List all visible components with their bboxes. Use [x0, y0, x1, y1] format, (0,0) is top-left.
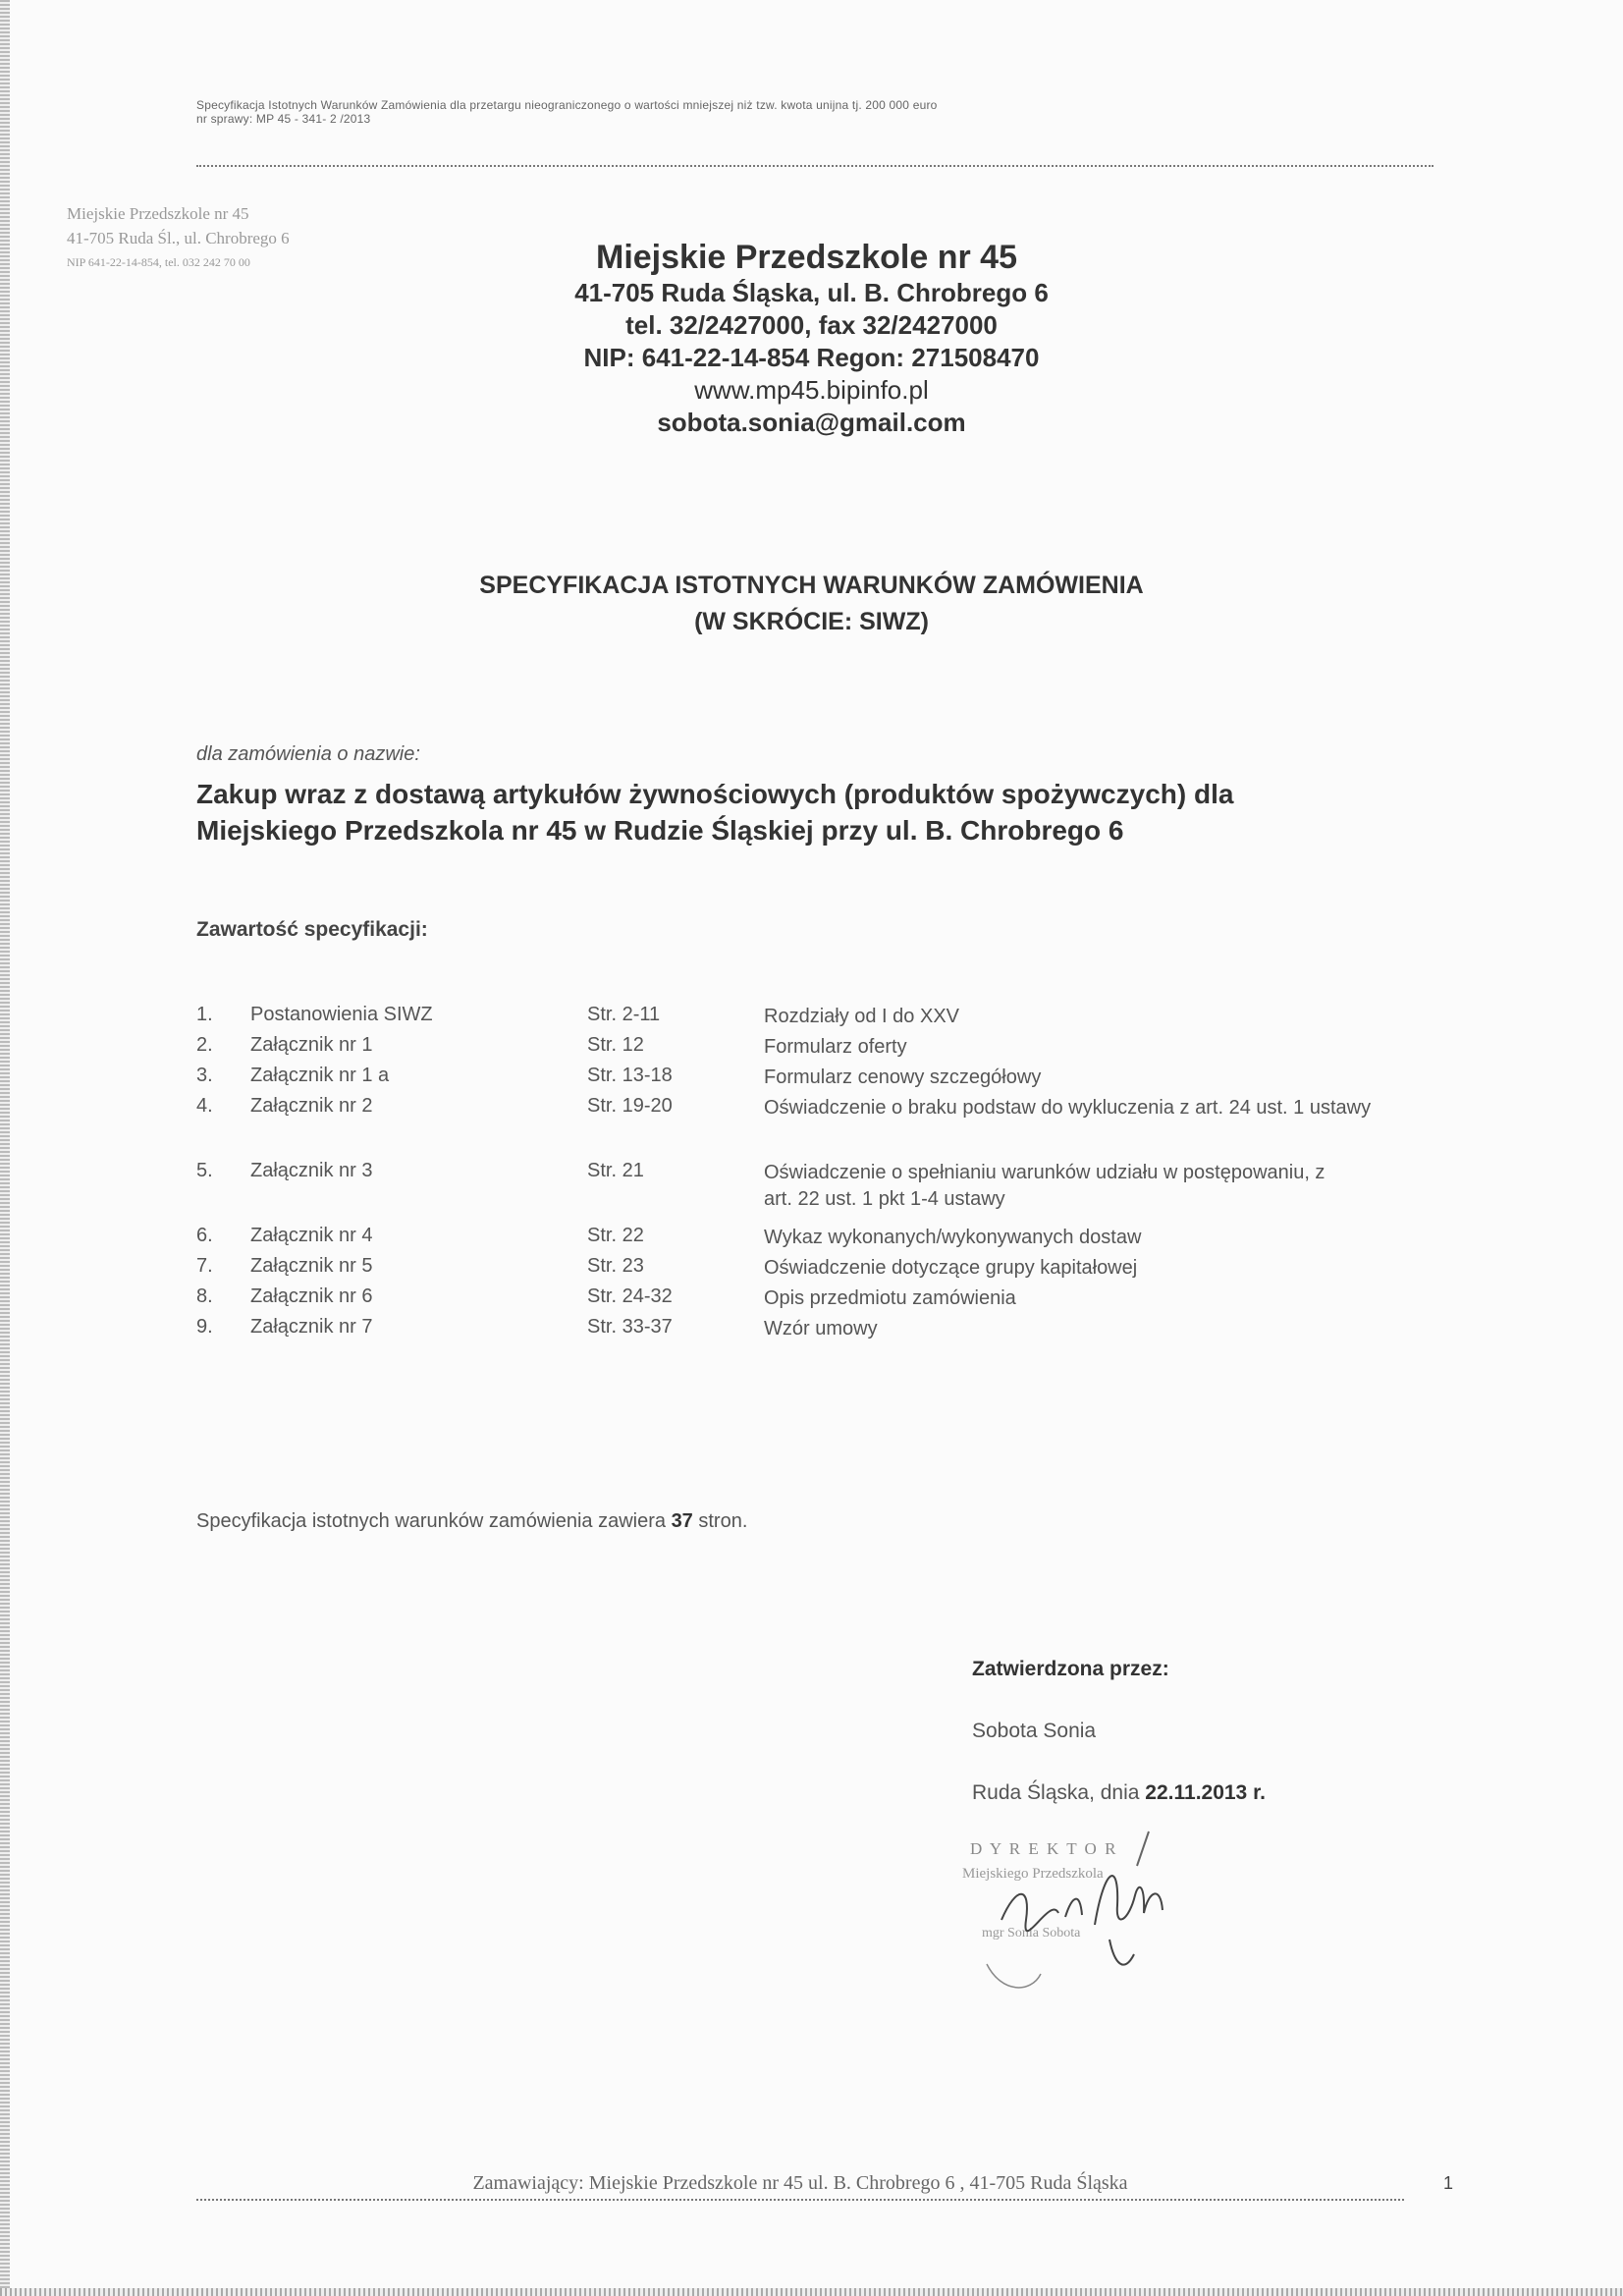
toc-description: Formularz cenowy szczegółowy: [764, 1066, 1042, 1088]
stamp-person: mgr Sonia Sobota: [982, 1926, 1081, 1941]
toc-number: 9.: [196, 1316, 213, 1338]
organization-address: 41-705 Ruda Śląska, ul. B. Chrobrego 6: [574, 278, 1049, 307]
toc-number: 6.: [196, 1225, 213, 1246]
toc-description: Wykaz wykonanych/wykonywanych dostaw: [764, 1227, 1142, 1248]
stamp-line2: 41-705 Ruda Śl., ul. Chrobrego 6: [67, 229, 290, 247]
stamp-director: D Y R E K T O R: [970, 1839, 1118, 1858]
stamp-line1: Miejskie Przedszkole nr 45: [67, 204, 249, 223]
toc-item: Załącznik nr 5: [250, 1255, 373, 1277]
organization-phone-fax: tel. 32/2427000, fax 32/2427000: [625, 310, 998, 340]
organization-header: [0, 238, 1623, 439]
toc-row: [196, 1255, 1512, 1285]
toc-row: [196, 1034, 1512, 1065]
approval-date: 22.11.2013 r.: [1145, 1781, 1266, 1804]
toc-row: [196, 1225, 1512, 1255]
toc-number: 2.: [196, 1034, 213, 1056]
place-date: [972, 1781, 1266, 1805]
toc-number: 3.: [196, 1065, 213, 1086]
contents-heading: Zawartość specyfikacji:: [196, 918, 428, 941]
toc-description: Rozdziały od I do XXV: [764, 1006, 959, 1027]
toc-description: Opis przedmiotu zamówienia: [764, 1287, 1016, 1309]
toc-description: Oświadczenie o braku podstaw do wykluczenia z art. 24 ust. 1 ustawy: [764, 1097, 1372, 1119]
toc-item: Załącznik nr 2: [250, 1095, 373, 1117]
header-note: [196, 98, 1424, 126]
title-line1: SPECYFIKACJA ISTOTNYCH WARUNKÓW ZAMÓWIENIA: [479, 572, 1144, 599]
stamp-line3: NIP 641-22-14-854, tel. 032 242 70 00: [67, 255, 250, 269]
order-name-line1: Zakup wraz z dostawą artykułów żywnościowych (produktów spożywczych) dla: [196, 779, 1234, 809]
toc-pages: Str. 21: [587, 1160, 644, 1181]
toc-item: Załącznik nr 7: [250, 1316, 373, 1338]
toc-pages: Str. 12: [587, 1034, 644, 1056]
summary-text-before: Specyfikacja istotnych warunków zamówienia zawiera: [196, 1510, 666, 1532]
toc-number: 8.: [196, 1285, 213, 1307]
toc-number: 4.: [196, 1095, 213, 1117]
toc-pages: Str. 22: [587, 1225, 644, 1246]
approver-name: Sobota Sonia: [972, 1720, 1097, 1742]
toc-number: 5.: [196, 1160, 213, 1181]
approval-heading: Zatwierdzona przez:: [972, 1658, 1169, 1680]
place-date-prefix: Ruda Śląska, dnia: [972, 1781, 1140, 1804]
toc-pages: Str. 2-11: [587, 1004, 661, 1025]
table-of-contents: [196, 1004, 1512, 1346]
summary-page-count: 37: [671, 1510, 693, 1532]
header-divider: [196, 165, 1434, 167]
toc-description: Formularz oferty: [764, 1036, 907, 1058]
title-line2: (W SKRÓCIE: SIWZ): [694, 608, 929, 635]
header-note-line2: nr sprawy: MP 45 - 341- 2 /2013: [196, 112, 371, 126]
signature-stamp: [943, 1827, 1257, 2003]
toc-item: Załącznik nr 1: [250, 1034, 373, 1056]
toc-number: 7.: [196, 1255, 213, 1277]
toc-pages: Str. 23: [587, 1255, 644, 1277]
order-label: dla zamówienia o nazwie:: [196, 743, 420, 765]
page-footer: Zamawiający: Miejskie Przedszkole nr 45 ul. B. Chrobrego 6 , 41-705 Ruda Śląska: [196, 2172, 1404, 2201]
signature-graphic: [943, 1827, 1257, 2003]
order-name-line2: Miejskiego Przedszkola nr 45 w Rudzie Śląskiej przy ul. B. Chrobrego 6: [196, 815, 1124, 846]
toc-item: Załącznik nr 1 a: [250, 1065, 390, 1086]
toc-pages: Str. 13-18: [587, 1065, 673, 1086]
toc-item: Załącznik nr 3: [250, 1160, 373, 1181]
toc-row: [196, 1095, 1512, 1160]
toc-item: Postanowienia SIWZ: [250, 1004, 433, 1025]
order-intro: [196, 743, 1473, 848]
toc-row: [196, 1004, 1512, 1034]
organization-website: www.mp45.bipinfo.pl: [694, 375, 929, 405]
page-number: 1: [1443, 2173, 1454, 2193]
toc-row: [196, 1160, 1512, 1225]
scan-edge-bottom: [0, 2288, 1623, 2296]
organization-email: sobota.sonia@gmail.com: [657, 408, 966, 437]
toc-pages: Str. 19-20: [587, 1095, 673, 1117]
approval-block: [972, 1658, 1266, 1843]
stamp-institution: Miejskiego Przedszkola: [962, 1866, 1104, 1882]
toc-description: Wzór umowy: [764, 1318, 878, 1339]
toc-row: [196, 1285, 1512, 1316]
page-count-summary: [196, 1510, 747, 1533]
toc-row: [196, 1065, 1512, 1095]
organization-name: Miejskie Przedszkole nr 45: [596, 239, 1017, 276]
toc-description: Oświadczenie o spełnianiu warunków udziału w postępowaniu, z art. 22 ust. 1 pkt 1-4 ustawy: [764, 1162, 1325, 1210]
document-title: [0, 568, 1623, 640]
toc-item: Załącznik nr 6: [250, 1285, 373, 1307]
toc-row: [196, 1316, 1512, 1346]
summary-text-after: stron.: [698, 1510, 748, 1532]
header-note-line1: Specyfikacja Istotnych Warunków Zamówienia dla przetargu nieograniczonego o wartości mniejszej niż tzw. kwota unijna tj. 200 000 euro: [196, 98, 938, 112]
toc-pages: Str. 33-37: [587, 1316, 673, 1338]
toc-description: Oświadczenie dotyczące grupy kapitałowej: [764, 1257, 1138, 1279]
organization-ids: NIP: 641-22-14-854 Regon: 271508470: [583, 343, 1040, 372]
toc-number: 1.: [196, 1004, 213, 1025]
toc-pages: Str. 24-32: [587, 1285, 673, 1307]
toc-item: Załącznik nr 4: [250, 1225, 373, 1246]
